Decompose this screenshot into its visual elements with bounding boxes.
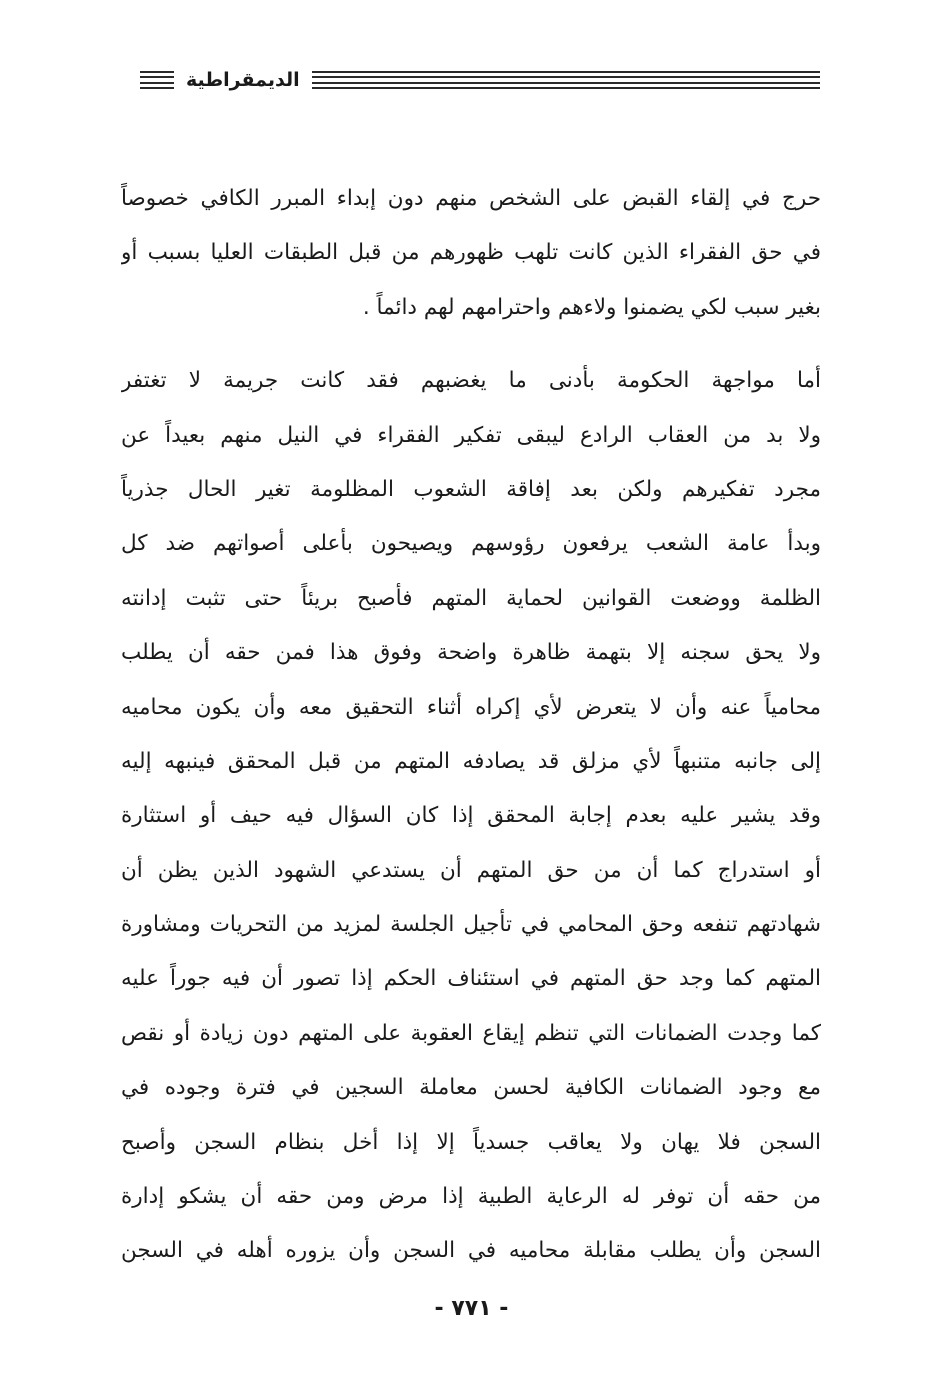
text-line: السجن فلا يهان ولا يعاقب جسدياً إلا إذا أخل بنظام السجن وأصبح [121,1129,821,1155]
text-line: الظلمة ووضعت القوانين لحماية المتهم فأصبح بريئاً حتى تثبت إدانته [121,585,821,611]
text-line: وبدأ عامة الشعب يرفعون رؤوسهم ويصيحون بأعلى أصواتهم ضد كل [121,531,821,557]
text-line: مجرد تفكيرهم ولكن بعد إفاقة الشعوب المظلومة تغير الحال جذرياً [121,476,821,502]
running-header [140,66,820,94]
text-line: أما مواجهة الحكومة بأدنى ما يغضبهم فقد كانت جريمة لا تغتفر [121,368,821,394]
header-rule-right [312,71,820,89]
text-line: ولا بد من العقاب الرادع ليبقى تفكير الفقراء في النيل منهم بعيداً عن [121,422,821,448]
text-line: وقد يشير عليه بعدم إجابة المحقق إذا كان السؤال فيه حيف أو استثارة [121,803,821,829]
text-line: من حقه أن توفر له الرعاية الطبية إذا مرض ومن حقه أن يشكو إدارة [121,1184,821,1210]
header-rule-left [140,71,174,89]
text-line: محامياً عنه وأن لا يتعرض لأي إكراه أثناء التحقيق معه وأن يكون محاميه [121,694,821,720]
text-line: ولا يحق سجنه إلا بتهمة ظاهرة واضحة وفوق هذا فمن حقه أن يطلب [121,640,821,666]
text-line: في حق الفقراء الذين كانت تلهب ظهورهم من قبل الطبقات العليا بسبب أو [121,240,821,266]
text-line: إلى جانبه متنبهاً لأي مزلق قد يصادفه المتهم من قبل المحقق فينبهه إليه [121,748,821,774]
text-line: حرج في إلقاء القبض على الشخص منهم دون إبداء المبرر الكافي خصوصاً [121,186,821,211]
text-line: بغير سبب لكي يضمنوا ولاءهم واحترامهم لهم دائماً . [362,294,821,320]
page-body [121,172,821,1279]
text-line: كما وجدت الضمانات التي تنظم إيقاع العقوبة على المتهم دون زيادة أو نقص [121,1020,821,1046]
page-number: - ٧٧١ - [434,1296,509,1321]
paragraph-1 [121,172,821,335]
text-line: المتهم كما وجد حق المتهم في استئناف الحكم إذا تصور أن فيه جوراً عليه [121,966,821,992]
paragraph-2 [121,354,821,1279]
paragraph-gap [121,335,821,354]
text-line: مع وجود الضمانات الكافية لحسن معاملة السجين في فترة وجوده في [121,1075,821,1101]
header-title: الديمقراطية [186,69,300,91]
text-line: أو استدراج كما أن من حق المتهم أن يستدعي الشهود الذين يظن أن [121,857,821,883]
text-line: السجن وأن يطلب مقابلة محاميه في السجن وأن يزوره أهله في السجن [121,1238,821,1264]
text-line: شهادتهم تنفعه وحق المحامي في تأجيل الجلسة لمزيد من التحريات ومشاورة [121,912,821,938]
